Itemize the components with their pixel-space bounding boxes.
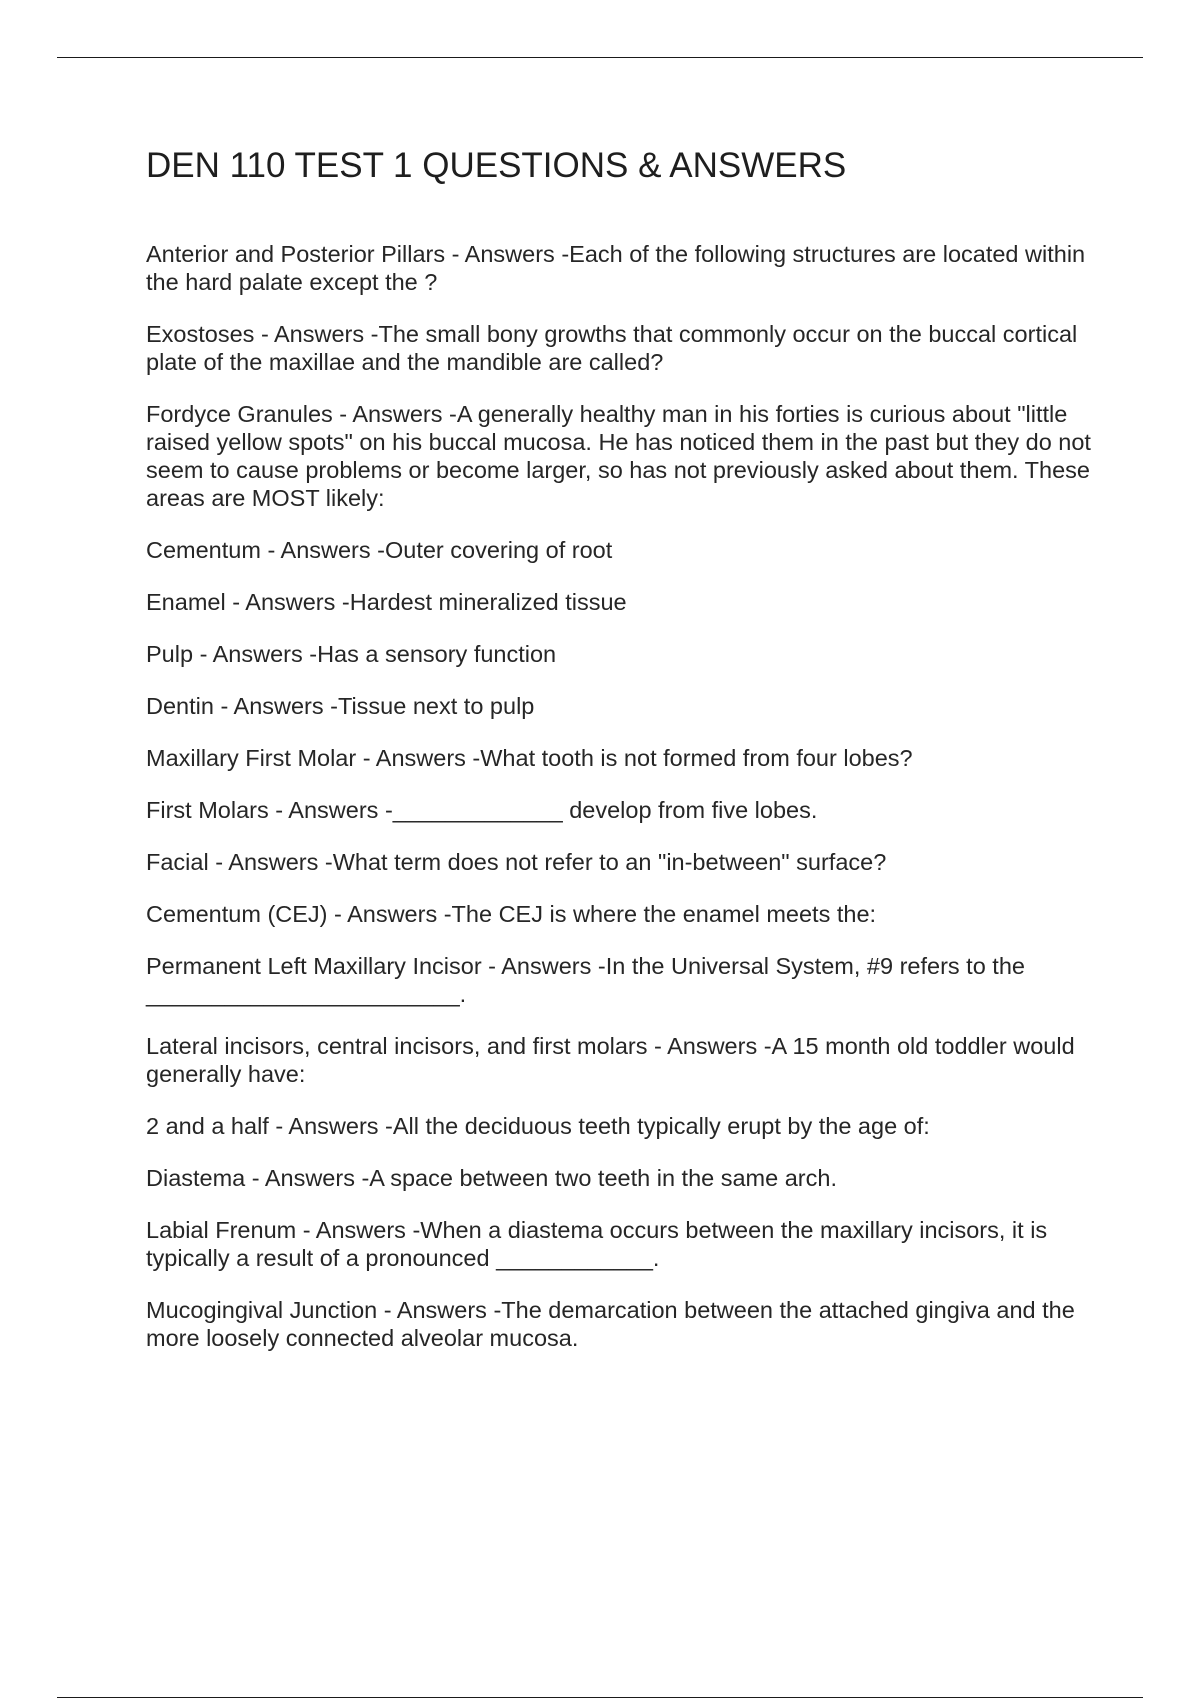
- qa-item: Facial - Answers -What term does not refer to an "in-between" surface?: [146, 849, 887, 875]
- qa-item: First Molars - Answers -_____________ develop from five lobes.: [146, 797, 818, 823]
- qa-item: Dentin - Answers -Tissue next to pulp: [146, 693, 535, 719]
- qa-item: Exostoses - Answers -The small bony growths that commonly occur on the buccal cortical plate of the maxillae and the mandible are called?: [146, 321, 1078, 375]
- qa-item: Diastema - Answers -A space between two teeth in the same arch.: [146, 1165, 837, 1191]
- qa-item: Labial Frenum - Answers -When a diastema occurs between the maxillary incisors, it is typically a result of a pronounced ____________.: [146, 1217, 1048, 1271]
- qa-item: Cementum (CEJ) - Answers -The CEJ is where the enamel meets the:: [146, 901, 877, 927]
- qa-item: Anterior and Posterior Pillars - Answers -Each of the following structures are located within the hard palate except the ?: [146, 241, 1086, 295]
- qa-item: Pulp - Answers -Has a sensory function: [146, 641, 557, 667]
- qa-item: 2 and a half - Answers -All the deciduous teeth typically erupt by the age of:: [146, 1113, 930, 1139]
- document-title: DEN 110 TEST 1 QUESTIONS & ANSWERS: [146, 146, 847, 185]
- document-body: [146, 143, 1096, 1376]
- qa-item: Mucogingival Junction - Answers -The demarcation between the attached gingiva and the more loosely connected alveolar mucosa.: [146, 1297, 1075, 1351]
- bottom-rule: [57, 1697, 1143, 1698]
- qa-item: Fordyce Granules - Answers -A generally healthy man in his forties is curious about "little raised yellow spots" on his buccal mucosa. He has noticed them in the past but they do not seem to cause problems or become larger, so has not previously asked about them. These areas are MOST likely:: [146, 401, 1091, 511]
- qa-item: Lateral incisors, central incisors, and first molars - Answers -A 15 month old toddler would generally have:: [146, 1033, 1075, 1087]
- qa-item: Permanent Left Maxillary Incisor - Answers -In the Universal System, #9 refers to the ________________________.: [146, 953, 1025, 1007]
- qa-item: Cementum - Answers -Outer covering of root: [146, 537, 613, 563]
- qa-item: Maxillary First Molar - Answers -What tooth is not formed from four lobes?: [146, 745, 913, 771]
- top-rule: [57, 57, 1143, 58]
- qa-item: Enamel - Answers -Hardest mineralized tissue: [146, 589, 627, 615]
